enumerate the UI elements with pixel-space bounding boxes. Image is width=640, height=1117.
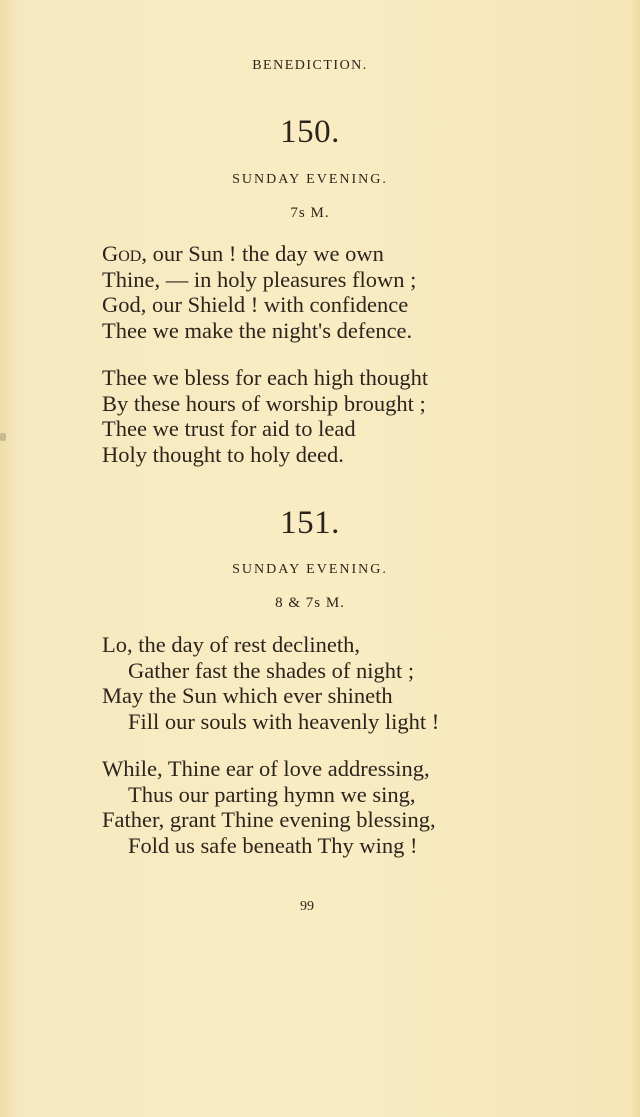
page-edge-mark bbox=[0, 433, 6, 441]
verse-line: Thee we bless for each high thought bbox=[102, 365, 429, 390]
stanza bbox=[102, 756, 522, 858]
verse-line: Fill our souls with heavenly light ! bbox=[128, 708, 440, 734]
verse-line: Father, grant Thine evening blessing, bbox=[102, 807, 436, 832]
verse-line: By these hours of worship brought ; bbox=[102, 390, 426, 416]
page-number: 99 bbox=[300, 899, 314, 914]
verse-line: Thus our parting hymn we sing, bbox=[128, 781, 416, 807]
verse-line-rest: , our Sun ! the day we own bbox=[141, 241, 384, 266]
verse-line: While, Thine ear of love addressing, bbox=[102, 756, 430, 781]
verse-line: Holy thought to holy deed. bbox=[102, 441, 344, 467]
verse-line: Thee we trust for aid to lead bbox=[102, 416, 356, 441]
hymn-meter: 8 & 7s M. bbox=[275, 595, 345, 611]
verse-line: Fold us safe beneath Thy wing ! bbox=[128, 832, 418, 858]
stanza bbox=[102, 365, 522, 467]
verse-line bbox=[102, 241, 522, 267]
verse-line: Gather fast the shades of night ; bbox=[128, 657, 415, 683]
verse-line: God, our Shield ! with confidence bbox=[102, 292, 409, 317]
stanza bbox=[102, 241, 522, 343]
hymn-title: SUNDAY EVENING. bbox=[232, 172, 388, 187]
running-head: BENEDICTION. bbox=[252, 58, 368, 73]
hymn-number: 150. bbox=[280, 114, 340, 150]
stanza bbox=[102, 632, 522, 734]
verse-initial-word: God bbox=[102, 241, 142, 266]
hymn-number: 151. bbox=[280, 505, 340, 541]
hymn-title: SUNDAY EVENING. bbox=[232, 562, 388, 577]
verse-line: Lo, the day of rest declineth, bbox=[102, 632, 361, 657]
verse-line: Thine, — in holy pleasures flown ; bbox=[102, 266, 417, 292]
verse-line: Thee we make the night's defence. bbox=[102, 317, 413, 343]
hymn-meter: 7s M. bbox=[290, 205, 330, 221]
verse-line: May the Sun which ever shineth bbox=[102, 683, 393, 708]
